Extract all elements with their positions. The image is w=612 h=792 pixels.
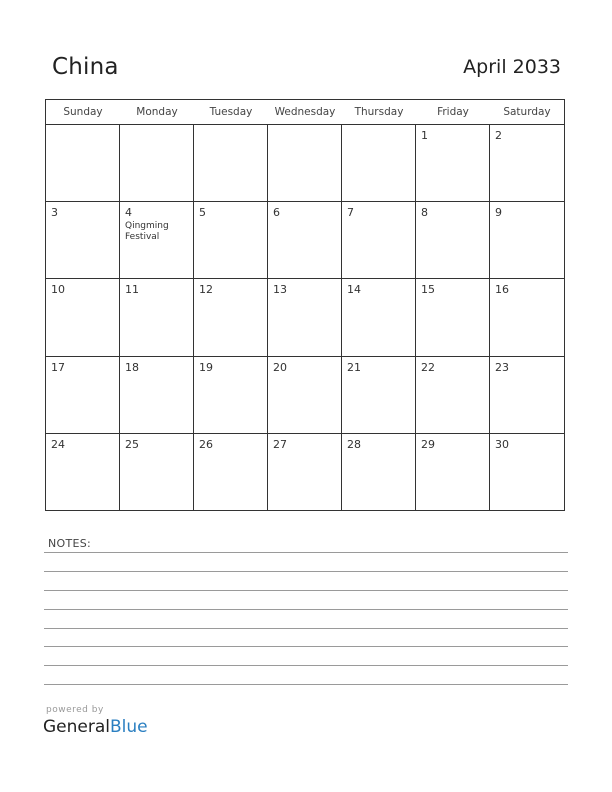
day-cell bbox=[120, 279, 194, 356]
weekday-monday: Monday bbox=[136, 106, 178, 118]
notes-line bbox=[44, 571, 568, 572]
day-number: 17 bbox=[51, 360, 65, 374]
day-number: 21 bbox=[347, 360, 361, 374]
weekday-sunday: Sunday bbox=[63, 106, 103, 118]
holiday-label: Qingming Festival bbox=[125, 221, 169, 243]
day-number: 18 bbox=[125, 360, 139, 374]
day-cell bbox=[268, 279, 342, 356]
day-number: 26 bbox=[199, 437, 213, 451]
day-number: 30 bbox=[495, 437, 509, 451]
day-cell bbox=[342, 202, 416, 279]
day-cell bbox=[416, 279, 490, 356]
weekday-header-row bbox=[46, 100, 564, 125]
notes-line bbox=[44, 590, 568, 591]
powered-by-text: powered by bbox=[46, 705, 104, 715]
logo-blue: Blue bbox=[110, 717, 148, 737]
day-number: 4 bbox=[125, 206, 132, 220]
weekday-friday: Friday bbox=[437, 106, 469, 118]
country-title: China bbox=[52, 54, 119, 80]
notes-label: NOTES: bbox=[48, 537, 92, 550]
day-cell bbox=[268, 357, 342, 434]
day-cell bbox=[342, 434, 416, 511]
generalblue-logo bbox=[43, 717, 148, 737]
day-cell bbox=[194, 279, 268, 356]
day-number: 2 bbox=[495, 129, 502, 142]
day-number: 27 bbox=[273, 437, 287, 451]
day-number: 23 bbox=[495, 360, 509, 374]
day-cell bbox=[268, 202, 342, 279]
notes-line bbox=[44, 665, 568, 666]
day-cell bbox=[342, 125, 416, 202]
day-number: 13 bbox=[273, 283, 287, 297]
day-number: 20 bbox=[273, 360, 287, 374]
day-cell bbox=[490, 434, 564, 511]
day-cell bbox=[120, 202, 194, 279]
day-number: 22 bbox=[421, 360, 435, 374]
day-cell bbox=[46, 125, 120, 202]
day-cell bbox=[46, 434, 120, 511]
weekday-saturday: Saturday bbox=[503, 106, 551, 118]
day-cell bbox=[120, 357, 194, 434]
day-number: 9 bbox=[495, 206, 502, 220]
day-cell bbox=[194, 434, 268, 511]
day-cell bbox=[194, 357, 268, 434]
weekday-wednesday: Wednesday bbox=[274, 106, 336, 118]
calendar-grid bbox=[45, 99, 565, 511]
day-cell bbox=[46, 357, 120, 434]
notes-line bbox=[44, 628, 568, 629]
day-number: 15 bbox=[421, 283, 435, 297]
day-number: 5 bbox=[199, 206, 206, 220]
day-cell bbox=[490, 202, 564, 279]
weekday-thursday: Thursday bbox=[354, 106, 404, 118]
day-cells bbox=[46, 125, 564, 511]
notes-line bbox=[44, 552, 568, 553]
day-cell bbox=[490, 357, 564, 434]
day-number: 14 bbox=[347, 283, 361, 297]
day-cell bbox=[194, 125, 268, 202]
weekday-tuesday: Tuesday bbox=[209, 106, 253, 118]
day-number: 29 bbox=[421, 437, 435, 451]
notes-line bbox=[44, 646, 568, 647]
day-cell bbox=[416, 357, 490, 434]
day-number: 25 bbox=[125, 437, 139, 451]
day-cell bbox=[490, 125, 564, 202]
day-number: 8 bbox=[421, 206, 428, 220]
day-cell bbox=[490, 279, 564, 356]
day-cell bbox=[342, 357, 416, 434]
day-cell bbox=[416, 434, 490, 511]
logo-general: General bbox=[43, 717, 110, 737]
day-cell bbox=[268, 125, 342, 202]
day-cell bbox=[268, 434, 342, 511]
day-cell bbox=[416, 202, 490, 279]
day-number: 11 bbox=[125, 283, 139, 297]
month-year-title: April 2033 bbox=[463, 56, 561, 78]
day-number: 10 bbox=[51, 283, 65, 297]
day-cell bbox=[46, 202, 120, 279]
day-number: 3 bbox=[51, 206, 58, 220]
day-number: 1 bbox=[421, 129, 428, 142]
day-number: 28 bbox=[347, 437, 361, 451]
day-cell bbox=[194, 202, 268, 279]
day-number: 19 bbox=[199, 360, 213, 374]
day-cell bbox=[120, 434, 194, 511]
day-cell bbox=[46, 279, 120, 356]
day-number: 24 bbox=[51, 437, 65, 451]
notes-line bbox=[44, 609, 568, 610]
day-cell bbox=[120, 125, 194, 202]
day-number: 16 bbox=[495, 283, 509, 297]
day-number: 12 bbox=[199, 283, 213, 297]
day-cell bbox=[416, 125, 490, 202]
day-cell bbox=[342, 279, 416, 356]
day-number: 6 bbox=[273, 206, 280, 220]
day-number: 7 bbox=[347, 206, 354, 220]
notes-line bbox=[44, 684, 568, 685]
